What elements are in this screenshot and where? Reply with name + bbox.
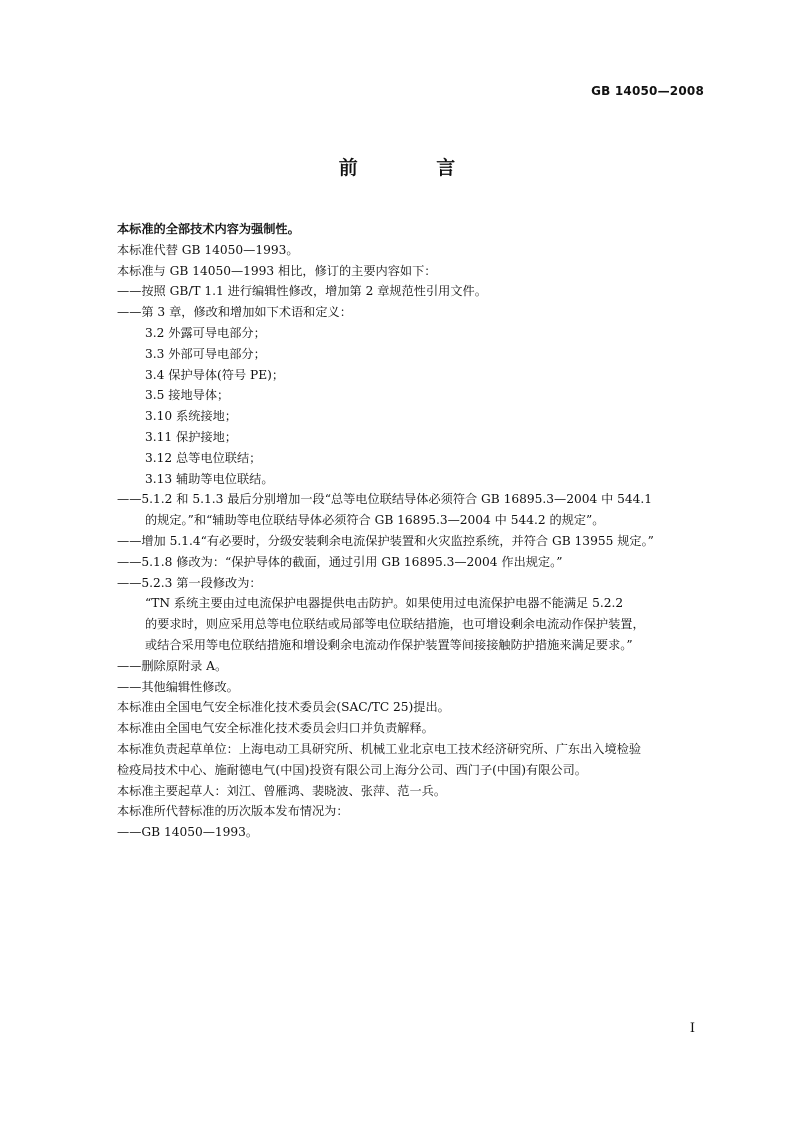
- paragraph-drafting-units-continuation: 检疫局技术中心、施耐德电气(中国)投资有限公司上海分公司、西门子(中国)有限公司。: [117, 762, 587, 777]
- term-item: 3.13 辅助等电位联结。: [145, 471, 274, 486]
- quoted-text: 的要求时，则应采用总等电位联结或局部等电位联结措施，也可增设剩余电流动作保护装置，: [145, 617, 645, 632]
- paragraph-interpreter: 本标准由全国电气安全标准化技术委员会归口并负责解释。: [117, 721, 434, 736]
- change-item-continuation: 的规定。”和“辅助等电位联结导体必须符合 GB 16895.3—2004 中 544.2 的规定”。: [145, 513, 605, 528]
- term-item: 3.10 系统接地；: [145, 409, 237, 424]
- change-item: ——5.2.3 第一段修改为：: [117, 575, 262, 590]
- change-item: ——按照 GB/T 1.1 进行编辑性修改，增加第 2 章规范性引用文件。: [117, 284, 487, 299]
- change-item: ——5.1.8 修改为：“保护导体的截面，通过引用 GB 16895.3—2004 作出规定。”: [117, 554, 563, 569]
- change-item: ——删除原附录 A。: [117, 658, 228, 673]
- mandatory-statement: 本标准的全部技术内容为强制性。: [117, 222, 300, 236]
- paragraph-history-intro: 本标准所代替标准的历次版本发布情况为：: [117, 804, 349, 819]
- foreword-body: [117, 219, 707, 843]
- paragraph-proposer: 本标准由全国电气安全标准化技术委员会(SAC/TC 25)提出。: [117, 700, 450, 715]
- term-item: 3.2 外露可导电部分；: [145, 325, 266, 340]
- term-item: 3.4 保护导体(符号 PE)；: [145, 367, 285, 382]
- paragraph-drafters: 本标准主要起草人：刘江、曾雁鸿、裴晓波、张萍、范一兵。: [117, 783, 447, 798]
- paragraph-replaces: 本标准代替 GB 14050—1993。: [117, 242, 299, 257]
- term-item: 3.11 保护接地；: [145, 429, 237, 444]
- term-item: 3.3 外部可导电部分；: [145, 346, 266, 361]
- change-item: ——增加 5.1.4“有必要时，分级安装剩余电流保护装置和火灾监控系统，并符合 GB 13955 规定。”: [117, 533, 654, 548]
- history-item: ——GB 14050—1993。: [117, 825, 259, 840]
- change-item: ——其他编辑性修改。: [117, 679, 239, 694]
- quoted-text: 或结合采用等电位联结措施和增设剩余电流动作保护装置等间接接触防护措施来满足要求。”: [145, 637, 633, 652]
- term-item: 3.5 接地导体；: [145, 388, 230, 403]
- paragraph-changes-intro: 本标准与 GB 14050—1993 相比，修订的主要内容如下：: [117, 263, 437, 278]
- change-item: ——5.1.2 和 5.1.3 最后分别增加一段“总等电位联结导体必须符合 GB 16895.3—2004 中 544.1: [117, 492, 653, 507]
- page-title: 前 言: [338, 157, 492, 179]
- page-number: I: [689, 1021, 695, 1036]
- term-item: 3.12 总等电位联结；: [145, 450, 262, 465]
- quoted-text: “TN 系统主要由过电流保护电器提供电击防护。如果使用过电流保护电器不能满足 5.2.2: [145, 596, 624, 611]
- standard-number: GB 14050—2008: [591, 84, 704, 98]
- change-item: ——第 3 章，修改和增加如下术语和定义：: [117, 305, 352, 320]
- paragraph-drafting-units: 本标准负责起草单位：上海电动工具研究所、机械工业北京电工技术经济研究所、广东出入境检验: [117, 741, 642, 756]
